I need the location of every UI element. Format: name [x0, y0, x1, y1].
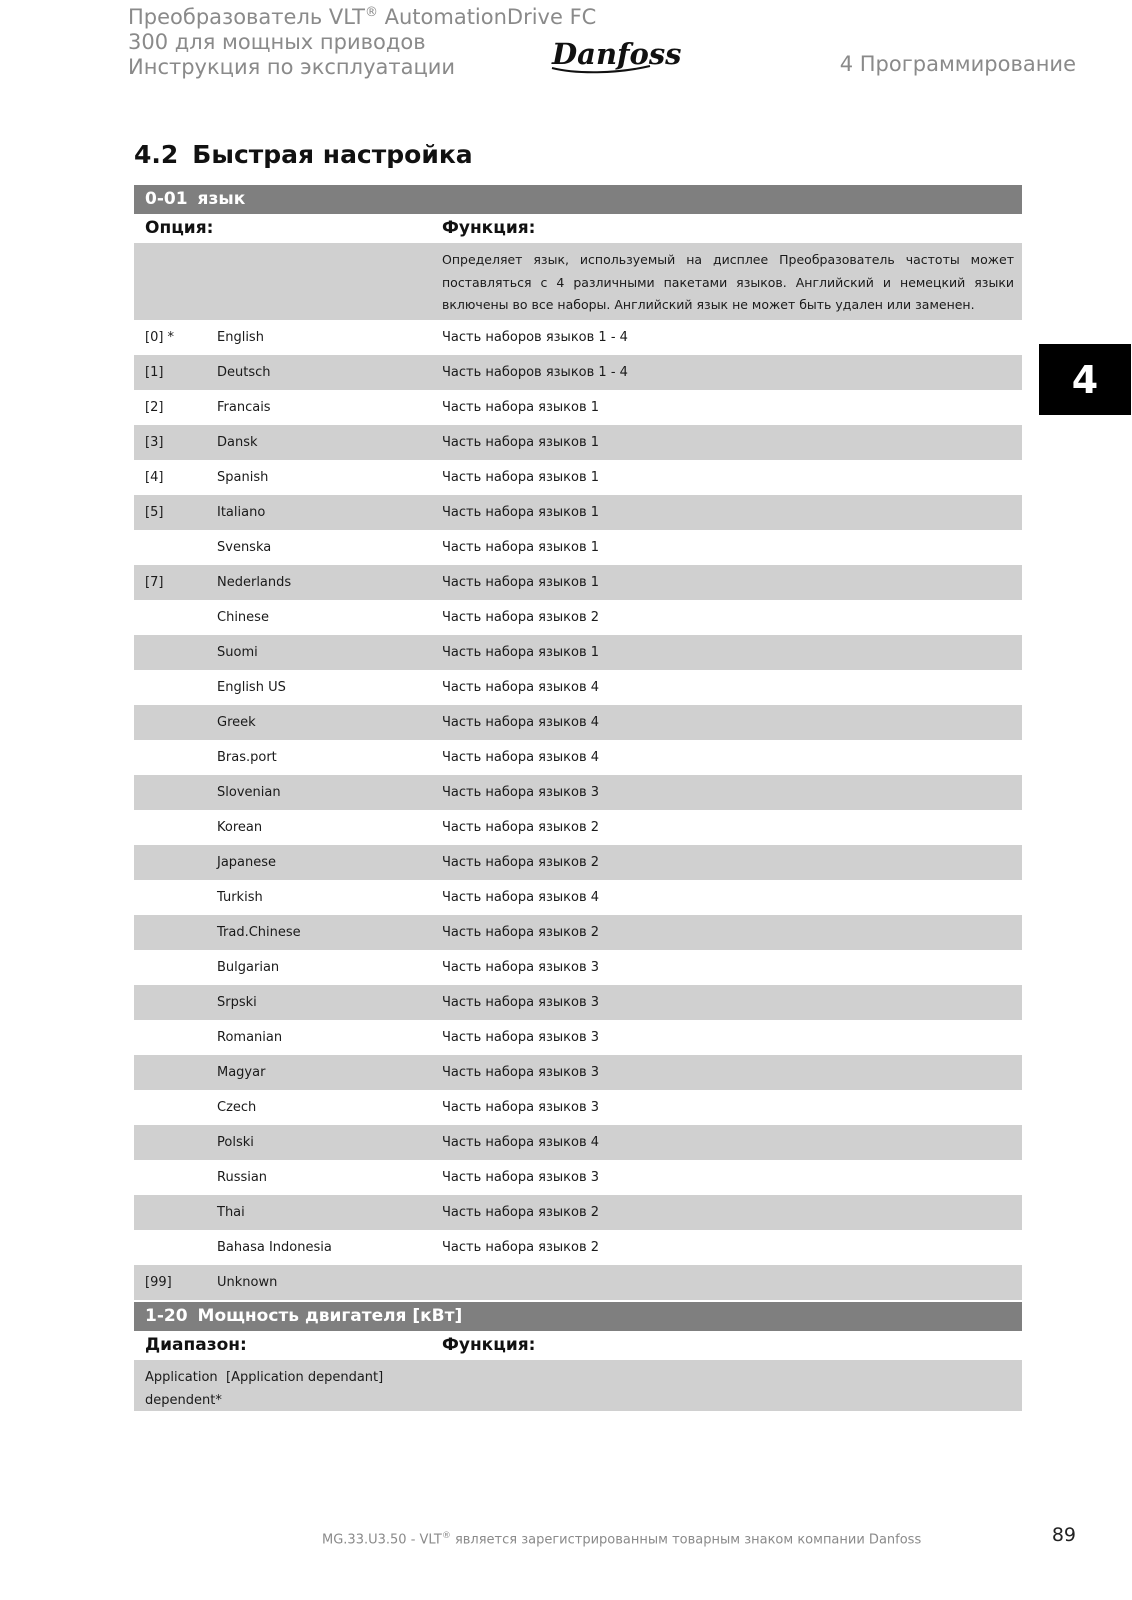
range-value: [Application dependant]	[226, 1370, 384, 1385]
option-index: [7]	[145, 575, 164, 590]
option-function: Часть набора языков 3	[442, 1030, 600, 1045]
option-name: Polski	[217, 1135, 254, 1150]
header-line-1-text: Преобразователь VLT	[128, 5, 365, 29]
column-function: Функция:	[442, 218, 536, 238]
option-name: Korean	[217, 820, 263, 835]
option-name: Czech	[217, 1100, 257, 1115]
option-name: Italiano	[217, 505, 266, 520]
option-name: Srpski	[217, 995, 257, 1010]
chapter-tab: 4	[1039, 344, 1131, 415]
option-name: Bras.port	[217, 750, 277, 765]
range-label-line-2: dependent*	[145, 1393, 222, 1408]
option-index: [2]	[145, 400, 164, 415]
option-row	[134, 460, 1022, 495]
footer-text-start: MG.33.U3.50 - VLT	[322, 1532, 442, 1548]
option-function: Часть набора языков 1	[442, 505, 600, 520]
option-rows	[134, 320, 1022, 1300]
option-function: Часть набора языков 2	[442, 1205, 600, 1220]
registered-mark: ®	[364, 5, 378, 20]
option-function: Часть набора языков 3	[442, 995, 600, 1010]
parameter-header-bar	[134, 185, 1022, 214]
parameter-table-1-20	[134, 1302, 1022, 1411]
option-row	[134, 355, 1022, 390]
option-index: [4]	[145, 470, 164, 485]
parameter-name: язык	[197, 189, 246, 209]
option-name: Svenska	[217, 540, 272, 555]
chapter-label: 4 Программирование	[839, 52, 1076, 76]
option-name: Slovenian	[217, 785, 281, 800]
option-function: Часть набора языков 1	[442, 400, 600, 415]
option-function: Часть набора языков 3	[442, 1065, 600, 1080]
option-index: [0] *	[145, 330, 175, 345]
option-row	[134, 1055, 1022, 1090]
footer-text	[322, 1531, 921, 1547]
option-function: Часть набора языков 4	[442, 715, 600, 730]
column-range: Диапазон:	[145, 1335, 247, 1355]
option-name: Nederlands	[217, 575, 292, 590]
option-function: Часть набора языков 1	[442, 470, 600, 485]
option-row	[134, 845, 1022, 880]
option-row	[134, 495, 1022, 530]
option-name: Trad.Chinese	[217, 925, 301, 940]
document-header	[128, 0, 596, 80]
option-function: Часть набора языков 1	[442, 540, 600, 555]
option-function: Часть набора языков 2	[442, 820, 600, 835]
option-function: Часть набора языков 4	[442, 890, 600, 905]
option-index: [99]	[145, 1275, 172, 1290]
section-title	[134, 140, 473, 169]
option-function: Часть наборов языков 1 - 4	[442, 330, 628, 345]
option-row	[134, 775, 1022, 810]
option-row	[134, 950, 1022, 985]
option-name: Thai	[217, 1205, 245, 1220]
parameter-number: 0-01	[145, 189, 188, 209]
option-name: Unknown	[217, 1275, 278, 1290]
option-function: Часть набора языков 3	[442, 960, 600, 975]
option-name: Russian	[217, 1170, 268, 1185]
column-function: Функция:	[442, 1335, 536, 1355]
option-name: Francais	[217, 400, 271, 415]
range-label	[145, 1366, 222, 1412]
option-row	[134, 1230, 1022, 1265]
option-row	[134, 985, 1022, 1020]
option-name: Greek	[217, 715, 256, 730]
header-line-3: Инструкция по эксплуатации	[128, 55, 456, 79]
option-name: Deutsch	[217, 365, 271, 380]
parameter-description: Определяет язык, используемый на дисплее Преобразователь частоты может поставляться с 4 различными пакетами языков. Английский и немецкий языки включены во все наборы. Английский язык не может быть удален или заменен.	[442, 252, 1014, 312]
option-row	[134, 600, 1022, 635]
header-line-2: 300 для мощных приводов	[128, 30, 426, 54]
option-function: Часть набора языков 2	[442, 610, 600, 625]
option-row	[134, 1125, 1022, 1160]
option-function: Часть набора языков 2	[442, 855, 600, 870]
parameter-header-bar	[134, 1302, 1022, 1331]
option-function: Часть набора языков 4	[442, 750, 600, 765]
parameter-number: 1-20	[145, 1306, 188, 1326]
header-line-1-text-end: AutomationDrive FC	[377, 5, 597, 29]
section-name: Быстрая настройка	[192, 140, 473, 169]
option-row	[134, 1090, 1022, 1125]
option-row	[134, 880, 1022, 915]
option-row	[134, 915, 1022, 950]
column-headers	[134, 214, 1022, 243]
range-row	[134, 1360, 1022, 1411]
parameter-name: Мощность двигателя [кВт]	[197, 1306, 463, 1326]
danfoss-logo-icon	[546, 30, 682, 76]
option-name: Chinese	[217, 610, 269, 625]
page-number: 89	[1051, 1524, 1076, 1546]
option-function: Часть набора языков 1	[442, 645, 600, 660]
option-row	[134, 565, 1022, 600]
parameter-table-0-01	[134, 185, 1022, 1300]
option-function: Часть наборов языков 1 - 4	[442, 365, 628, 380]
option-function: Часть набора языков 4	[442, 1135, 600, 1150]
option-function: Часть набора языков 2	[442, 1240, 600, 1255]
logo-text: Danfoss	[552, 37, 682, 71]
header-line-1	[128, 0, 596, 30]
option-function: Часть набора языков 2	[442, 925, 600, 940]
option-row	[134, 740, 1022, 775]
option-row	[134, 1160, 1022, 1195]
option-row	[134, 810, 1022, 845]
option-row	[134, 670, 1022, 705]
parameter-description-row	[134, 243, 1022, 320]
footer-text-end: является зарегистрированным товарным знаком компании Danfoss	[450, 1532, 922, 1548]
option-function: Часть набора языков 3	[442, 1170, 600, 1185]
option-name: English US	[217, 680, 286, 695]
option-name: Japanese	[217, 855, 277, 870]
section-number: 4.2	[134, 140, 179, 169]
option-name: Bulgarian	[217, 960, 280, 975]
option-row	[134, 425, 1022, 460]
option-name: Dansk	[217, 435, 258, 450]
option-name: Spanish	[217, 470, 269, 485]
option-index: [3]	[145, 435, 164, 450]
option-function: Часть набора языков 1	[442, 575, 600, 590]
option-name: English	[217, 330, 264, 345]
option-name: Magyar	[217, 1065, 266, 1080]
registered-mark: ®	[441, 1531, 451, 1541]
option-name: Suomi	[217, 645, 258, 660]
option-function: Часть набора языков 3	[442, 785, 600, 800]
option-function: Часть набора языков 3	[442, 1100, 600, 1115]
column-option: Опция:	[145, 218, 214, 238]
option-index: [5]	[145, 505, 164, 520]
option-name: Bahasa Indonesia	[217, 1240, 332, 1255]
option-function: Часть набора языков 4	[442, 680, 600, 695]
option-row	[134, 320, 1022, 355]
option-row	[134, 390, 1022, 425]
option-row	[134, 1195, 1022, 1230]
option-row	[134, 530, 1022, 565]
option-name: Turkish	[217, 890, 263, 905]
option-row	[134, 1020, 1022, 1055]
option-row	[134, 635, 1022, 670]
option-row	[134, 705, 1022, 740]
column-headers	[134, 1331, 1022, 1360]
option-name: Romanian	[217, 1030, 283, 1045]
option-function: Часть набора языков 1	[442, 435, 600, 450]
option-row	[134, 1265, 1022, 1300]
option-index: [1]	[145, 365, 164, 380]
range-label-line-1: Application	[145, 1370, 218, 1385]
